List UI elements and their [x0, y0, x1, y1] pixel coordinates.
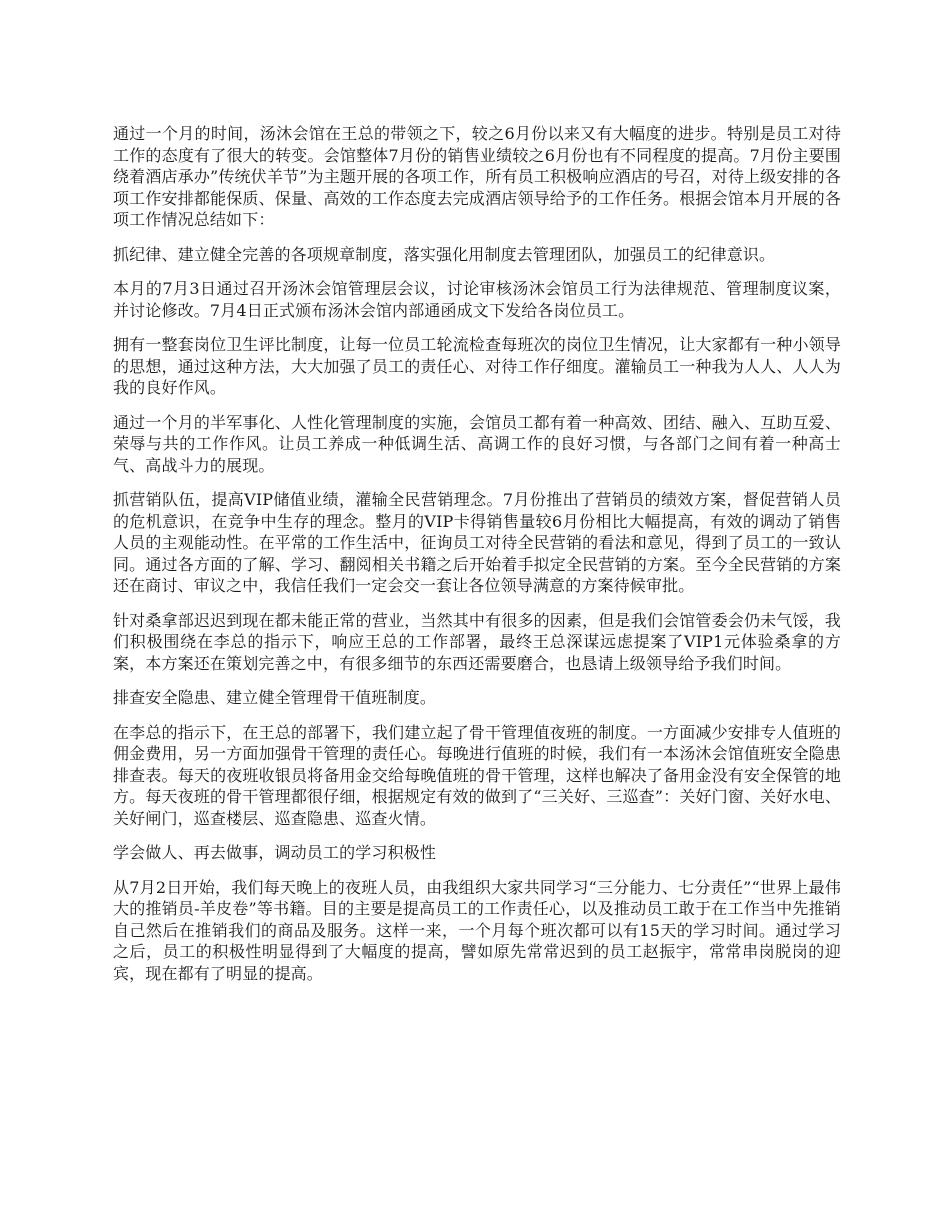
paragraph-night-duty: 在李总的指示下，在王总的部署下，我们建立起了骨干管理值夜班的制度。一方面减少安排专人值班的佣金费用，另一方面加强骨干管理的责任心。每晚进行值班的时候，我们有一本汤沐会馆值班安全隐患排查表。每天的夜班收银员将备用金交给每晚值班的骨干管理，这样也解决了备用金没有安全保管的地方。每天夜班的骨干管理都很仔细，根据规定有效的做到了“三关好、三巡查”：关好门窗、关好水电、关好闸门，巡查楼层、巡查隐患、巡查火情。: [113, 722, 841, 828]
paragraph-safety-heading: 排查安全隐患、建立健全管理骨干值班制度。: [113, 688, 437, 707]
paragraph-learning-heading: 学会做人、再去做事，调动员工的学习积极性: [113, 843, 437, 862]
document-body: [113, 123, 841, 997]
paragraph-learning-program: 从7月2日开始，我们每天晚上的夜班人员，由我组织大家共同学习“三分能力、七分责任”“世界上最伟大的推销员-羊皮卷”等书籍。目的主要是提高员工的工作责任心，以及推动员工敢于在工作当中先推销自己然后在推销我们的商品及服务。这样一来，一个月每个班次都可以有15天的学习时间。通过学习之后，员工的积极性明显得到了大幅度的提高，譬如原先常常迟到的员工赵振宇，常常串岗脱岗的迎宾，现在都有了明显的提高。: [113, 877, 841, 983]
paragraph-sauna: 针对桑拿部迟迟到现在都未能正常的营业，当然其中有很多的因素，但是我们会馆管委会仍未气馁，我们积极围绕在李总的指示下，响应王总的工作部署，最终王总深谋远虑提案了VIP1元体验桑拿的方案，本方案还在策划完善之中，有很多细节的东西还需要磨合，也恳请上级领导给予我们时间。: [113, 610, 841, 673]
paragraph-discipline-heading: 抓纪律、建立健全完善的各项规章制度，落实强化用制度去管理团队，加强员工的纪律意识。: [113, 244, 776, 264]
paragraph-hygiene-system: 拥有一整套岗位卫生评比制度，让每一位员工轮流检查每班次的岗位卫生情况，让大家都有一种小领导的思想，通过这种方法，大大加强了员工的责任心、对待工作仔细度。灌输员工一种我为人人、人人为我的良好作风。: [113, 335, 841, 397]
paragraph-management-meeting: 本月的7月3日通过召开汤沐会馆管理层会议，讨论审核汤沐会馆员工行为法律规范、管理制度议案，并讨论修改。7月4日正式颁布汤沐会馆内部通函成文下发给各岗位员工。: [113, 279, 841, 320]
paragraph-intro: 通过一个月的时间，汤沐会馆在王总的带领之下，较之6月份以来又有大幅度的进步。特别是员工对待工作的态度有了很大的转变。会馆整体7月份的销售业绩较之6月份也有不同程度的提高。7月份主要围绕着酒店承办”传统伏羊节”为主题开展的各项工作，所有员工积极响应酒店的号召，对待上级安排的各项工作安排都能保质、保量、高效的工作态度去完成酒店领导给予的工作任务。根据会馆本月开展的各项工作情况总结如下：: [113, 124, 841, 229]
paragraph-sales-team: 抓营销队伍，提高VIP储值业绩，灌输全民营销理念。7月份推出了营销员的绩效方案，督促营销人员的危机意识，在竞争中生存的理念。整月的VIP卡得销售量较6月份相比大幅提高，有效的调动了销售人员的主观能动性。在平常的工作生活中，征询员工对待全民营销的看法和意见，得到了员工的一致认同。通过各方面的了解、学习、翻阅相关书籍之后开始着手拟定全民营销的方案。至今全民营销的方案还在商讨、审议之中，我信任我们一定会交一套让各位领导满意的方案待候审批。: [113, 490, 841, 595]
paragraph-work-style: 通过一个月的半军事化、人性化管理制度的实施，会馆员工都有着一种高效、团结、融入、互助互爱、荣辱与共的工作作风。让员工养成一种低调生活、高调工作的良好习惯，与各部门之间有着一种高士气、高战斗力的展现。: [113, 412, 841, 475]
